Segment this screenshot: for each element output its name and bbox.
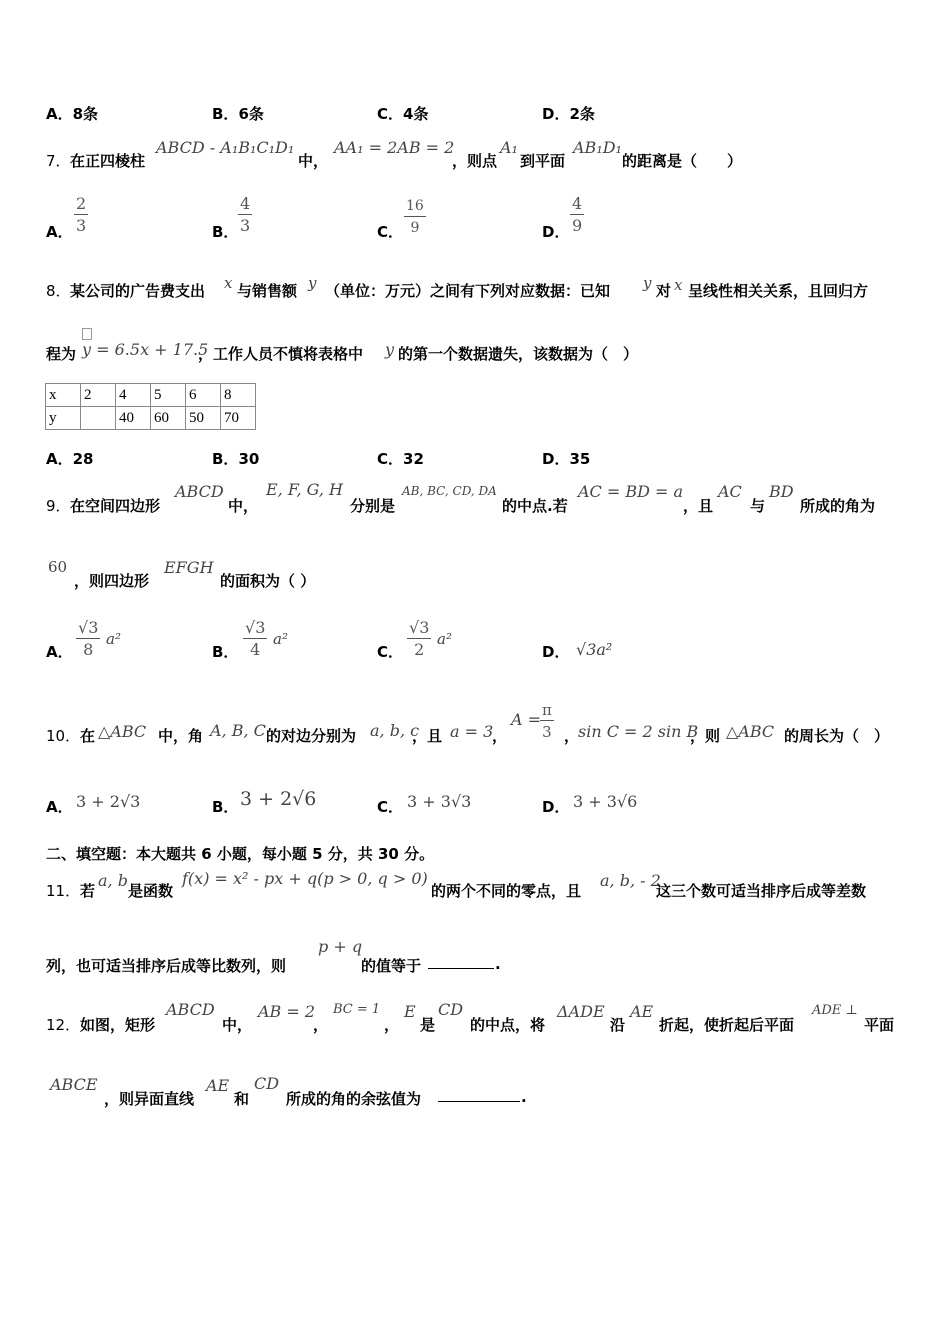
q8-text: ，工作人员不慎将表格中: [198, 345, 364, 363]
q12-text: 的中点，将: [470, 1016, 546, 1034]
q10-math: A =: [511, 710, 542, 729]
q12-number: 12．: [46, 1016, 81, 1034]
q8-text: 对: [656, 282, 672, 300]
q12-math: AB = 2: [258, 1002, 316, 1021]
q9-text: 的中点.若: [502, 497, 568, 515]
q10-math: △ABC: [726, 722, 775, 741]
table-cell: 8: [221, 384, 256, 407]
q8-math: y: [385, 340, 395, 359]
q12-math: BC = 1: [333, 1002, 381, 1017]
table-cell: 50: [186, 407, 221, 430]
q9-option-c-key: C．: [377, 643, 404, 661]
table-row: [46, 407, 256, 430]
q7-option-d-fraction: $\frac{4}{9}$: [572, 194, 583, 235]
table-cell: 60: [151, 407, 186, 430]
q12-text: 是: [420, 1016, 436, 1034]
q9-option-c-tail: a²: [437, 630, 452, 648]
q7-text: 的距离是（ ）: [622, 152, 743, 170]
table-cell: 40: [116, 407, 151, 430]
q8-text: 的第一个数据遗失，该数据为（ ）: [398, 345, 639, 363]
q10-option-b-text: 3 + 2√6: [240, 788, 317, 810]
q12-text: 和: [234, 1090, 250, 1108]
q10-option-b-key: B．: [212, 798, 239, 816]
q11-text: .: [495, 955, 501, 973]
q7-text: 在正四棱柱: [70, 152, 146, 170]
q10-option-d-key: D．: [542, 798, 570, 816]
table-cell: x: [46, 384, 81, 407]
q11-text: 这三个数可适当排序后成等差数: [656, 882, 867, 900]
q9-math: E, F, G, H: [266, 480, 343, 499]
q6-option-b: B．6条: [212, 105, 264, 123]
q12-math: CD: [254, 1074, 280, 1093]
q7-option-c-fraction: $\frac{16}{9}$: [406, 198, 424, 236]
q9-angle: 60: [48, 558, 68, 576]
q9-option-d-key: D．: [542, 643, 570, 661]
q7-text: 到平面: [520, 152, 566, 170]
q9-text: 的面积为（ ）: [220, 572, 316, 590]
q9-option-b-tail: a²: [273, 630, 288, 648]
q7-option-b-fraction: $\frac{4}{3}$: [240, 194, 251, 235]
q7-math: ABCD - A₁B₁C₁D₁: [156, 138, 295, 157]
table-cell: [81, 407, 116, 430]
q7-option-a-fraction: $\frac{2}{3}$: [76, 194, 87, 235]
q9-math: ABCD: [175, 482, 224, 501]
q8-option-c: C．32: [377, 450, 424, 468]
q11-number: 11．: [46, 882, 81, 900]
section-heading: 二、填空题：本大题共 6 小题，每小题 5 分，共 30 分。: [46, 845, 435, 863]
q9-number: 9．: [46, 497, 71, 515]
q12-text: .: [521, 1088, 527, 1106]
q10-text: ，: [564, 727, 580, 745]
q11-text: 的两个不同的零点，且: [431, 882, 582, 900]
q10-math: a = 3: [450, 722, 494, 741]
q12-text: ，则异面直线: [104, 1090, 195, 1108]
table-cell: y: [46, 407, 81, 430]
q8-text: 呈线性相关关系，且回归方: [688, 282, 869, 300]
q9-text: 中，: [228, 497, 259, 515]
q10-number: 10．: [46, 727, 81, 745]
table-cell: 6: [186, 384, 221, 407]
q12-text: 中，: [222, 1016, 253, 1034]
q9-math: AC: [718, 482, 742, 501]
q12-math: AE: [630, 1002, 654, 1021]
q8-text: （单位：万元）之间有下列对应数据：已知: [325, 282, 611, 300]
q8-regression: y = 6.5x + 17.5: [82, 340, 209, 359]
table-cell: 5: [151, 384, 186, 407]
q9-option-a-key: A．: [46, 643, 73, 661]
q10-option-a-key: A．: [46, 798, 73, 816]
q8-math: y: [643, 274, 652, 292]
q12-text: 所成的角的余弦值为: [286, 1090, 422, 1108]
q10-option-d-text: 3 + 3√6: [573, 792, 638, 811]
q8-text: 某公司的广告费支出: [70, 282, 206, 300]
q6-option-a: A．8条: [46, 105, 99, 123]
q6-option-d: D．2条: [542, 105, 595, 123]
q8-option-b: B．30: [212, 450, 260, 468]
q11-math: p + q: [318, 937, 363, 956]
q9-math: EFGH: [164, 558, 214, 577]
q10-text: 中，角: [158, 727, 204, 745]
table-cell: 70: [221, 407, 256, 430]
q9-option-c-fraction: $\frac{√3}{2}$: [409, 618, 430, 659]
q8-math: x: [224, 274, 233, 292]
q11-text: 是函数: [128, 882, 174, 900]
q7-number: 7．: [46, 152, 71, 170]
q9-text: 分别是: [350, 497, 396, 515]
q8-text: 与销售额: [237, 282, 298, 300]
q12-text: ，: [384, 1016, 400, 1034]
q12-math: CD: [438, 1000, 464, 1019]
q8-text: 程为: [46, 345, 77, 363]
q12-math: ABCD: [166, 1000, 215, 1019]
q12-text: 平面: [864, 1016, 895, 1034]
q9-option-b-key: B．: [212, 643, 239, 661]
y-hat-icon: [82, 328, 92, 340]
q10-text: ，则: [690, 727, 721, 745]
q9-text: 与: [750, 497, 766, 515]
q10-text: ，且: [412, 727, 443, 745]
q10-text: ，: [492, 727, 508, 745]
q11-math: a, b, - 2: [600, 871, 661, 890]
q12-text: 如图，矩形: [80, 1016, 156, 1034]
q11-text: 列，也可适当排序后成等比数列，则: [46, 957, 287, 975]
q8-data-table: [45, 383, 256, 430]
q11-function: f(x) = x² - px + q(p > 0, q > 0): [182, 869, 428, 888]
q10-math: sin C = 2 sin B: [578, 722, 699, 741]
q11-answer-blank[interactable]: [428, 968, 494, 969]
q7-option-d-key: D．: [542, 223, 570, 241]
table-cell: 2: [81, 384, 116, 407]
q11-text: 的值等于: [361, 957, 422, 975]
q12-math: E: [404, 1002, 416, 1021]
q7-text: ，则点: [452, 152, 498, 170]
q10-math: △ABC: [98, 722, 147, 741]
q9-text: ，则四边形: [74, 572, 150, 590]
q11-math: a, b: [98, 871, 128, 890]
q7-text: 中，: [298, 152, 329, 170]
q10-math: A, B, C: [210, 721, 266, 740]
q10-text: 在: [80, 727, 96, 745]
q10-option-a-text: 3 + 2√3: [76, 792, 141, 811]
q9-text: 所成的角为: [800, 497, 876, 515]
q9-option-b-fraction: $\frac{√3}{4}$: [245, 618, 266, 659]
q12-math: AE: [206, 1076, 230, 1095]
q12-text: 沿: [610, 1016, 626, 1034]
q7-option-c-key: C．: [377, 223, 404, 241]
q10-angle-fraction: $\frac{\pi}{3}$: [542, 701, 552, 741]
q9-option-a-fraction: $\frac{√3}{8}$: [78, 618, 99, 659]
q7-math: A₁: [500, 138, 518, 157]
q10-option-c-text: 3 + 3√3: [407, 792, 472, 811]
q9-math: AB, BC, CD, DA: [402, 484, 497, 498]
q7-option-b-key: B．: [212, 223, 239, 241]
q8-number: 8．: [46, 282, 71, 300]
q10-option-c-key: C．: [377, 798, 404, 816]
q9-text: 在空间四边形: [70, 497, 161, 515]
q12-math: ADE ⊥: [812, 1003, 858, 1018]
q8-option-a: A．28: [46, 450, 94, 468]
q7-math: AB₁D₁: [573, 138, 622, 157]
q7-option-a-key: A．: [46, 223, 73, 241]
q9-text: ，且: [683, 497, 714, 515]
q8-math: x: [674, 276, 683, 294]
table-row: [46, 384, 256, 407]
table-cell: 4: [116, 384, 151, 407]
q9-option-d-text: √3a²: [576, 640, 613, 659]
q12-math: ΔADE: [557, 1002, 605, 1021]
q8-math: y: [308, 274, 317, 292]
q12-answer-blank[interactable]: [438, 1101, 520, 1102]
q8-option-d: D．35: [542, 450, 591, 468]
q9-option-a-tail: a²: [106, 630, 121, 648]
q10-text: 的周长为（ ）: [784, 727, 890, 745]
q9-math: AC = BD = a: [578, 482, 684, 501]
q10-math: a, b, c: [370, 721, 420, 740]
q12-math: ABCE: [50, 1075, 98, 1094]
q7-math: AA₁ = 2AB = 2: [334, 138, 455, 157]
q12-text: ，: [313, 1016, 329, 1034]
q9-math: BD: [769, 482, 794, 501]
q10-text: 的对边分别为: [266, 727, 357, 745]
q11-text: 若: [80, 882, 96, 900]
q12-text: 折起，使折起后平面: [659, 1016, 795, 1034]
q6-option-c: C．4条: [377, 105, 429, 123]
